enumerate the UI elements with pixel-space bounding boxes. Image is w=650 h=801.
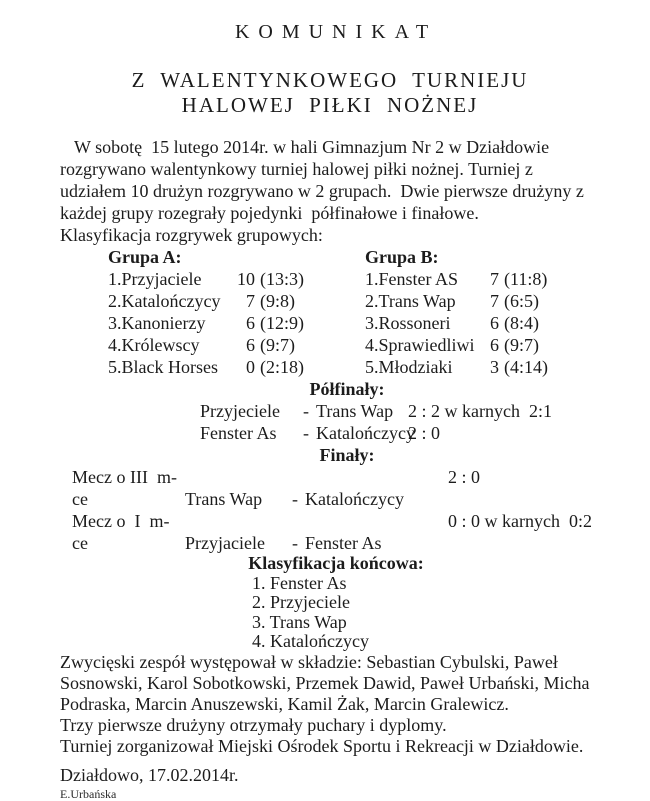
match-home-team: Fenster As <box>200 423 277 443</box>
signature: E.Urbańska <box>60 786 117 801</box>
team-points: 0 <box>246 357 255 377</box>
group-a-table <box>108 246 365 378</box>
group-classification-heading: Klasyfikacja rozgrywek grupowych: <box>60 225 323 245</box>
match-separator: - <box>292 533 298 553</box>
komunikat-title: KOMUNIKAT <box>234 21 438 43</box>
match-separator: - <box>303 423 309 443</box>
team-points: 10 <box>237 269 255 289</box>
team-goal-balance: (8:4) <box>504 313 539 333</box>
match-score: 2 : 0 <box>408 423 441 443</box>
table-row <box>108 290 365 312</box>
team-points: 6 <box>246 335 255 355</box>
match-home-team: Przyjaciele <box>185 533 265 553</box>
team-name: 1.Fenster AS <box>365 269 459 289</box>
team-goal-balance: (6:5) <box>504 291 539 311</box>
semifinal-match-row <box>60 422 600 444</box>
match-score: 0 : 0 w karnych 0:2 <box>448 511 592 531</box>
table-row <box>365 290 595 312</box>
match-away-team: Fenster As <box>305 533 382 553</box>
organizer-line: Turniej zorganizował Miejski Ośrodek Sportu i Rekreacji w Działdowie. <box>60 735 584 756</box>
team-goal-balance: (13:3) <box>260 269 304 289</box>
team-goal-balance: (9:7) <box>504 335 539 355</box>
team-goal-balance: (11:8) <box>504 269 548 289</box>
team-name: 5.Black Horses <box>108 357 218 377</box>
match-separator: - <box>303 401 309 421</box>
semifinal-match-row <box>60 400 600 422</box>
team-name: 5.Młodziaki <box>365 357 453 377</box>
table-row <box>365 312 595 334</box>
team-points: 6 <box>490 313 499 333</box>
final-classification-item: 1. Fenster As <box>252 572 347 593</box>
final-match-row <box>60 466 600 510</box>
team-goal-balance: (4:14) <box>504 357 548 377</box>
team-name: 3.Rossoneri <box>365 313 451 333</box>
intro-paragraph: W sobotę 15 lutego 2014r. w hali Gimnazjum Nr 2 w Działdowie rozgrywano walentynkowy turniej halowej piłki nożnej. Turniej z udziałem 10 drużyn rozgrywano w 2 grupach. Dwie pierwsze drużyny z każdej grupy rozegrały pojedynki półfinałowe i finałowe. <box>60 137 589 223</box>
team-goal-balance: (9:7) <box>260 335 295 355</box>
document-subtitle <box>60 68 600 118</box>
final-classification-heading: Klasyfikacja końcowa: <box>248 553 424 573</box>
table-row <box>365 334 595 356</box>
table-row <box>108 334 365 356</box>
team-points: 6 <box>246 313 255 333</box>
match-home-team: Trans Wap <box>185 489 263 509</box>
team-points: 3 <box>490 357 499 377</box>
team-name: 3.Kanonierzy <box>108 313 206 333</box>
final-match-label: Mecz o I m-ce <box>72 511 170 553</box>
team-goal-balance: (9:8) <box>260 291 295 311</box>
semifinals-heading: Półfinały: <box>309 379 385 399</box>
final-classification-item: 2. Przyjeciele <box>252 592 350 612</box>
final-classification-section <box>60 554 600 652</box>
team-name: 1.Przyjaciele <box>108 269 202 289</box>
match-score: 2 : 0 <box>448 467 481 487</box>
team-goal-balance: (12:9) <box>260 313 304 333</box>
team-points: 7 <box>490 291 499 311</box>
final-classification-item: 4. Katalończycy <box>252 631 369 651</box>
table-row <box>365 356 595 378</box>
squad-paragraph: Zwycięski zespół występował w składzie: Sebastian Cybulski, Paweł Sosnowski, Karol Sobotkowski, Przemek Dawid, Paweł Urbański, Micha Podraska, Marcin Anuszewski, Kamil Żak, Marcin Gralewicz. <box>60 651 590 714</box>
team-name: 2.Katalończycy <box>108 291 221 311</box>
group-b-table <box>365 246 595 378</box>
team-name: 2.Trans Wap <box>365 291 456 311</box>
table-row <box>108 312 365 334</box>
groups-section <box>108 246 600 378</box>
match-home-team: Przyjeciele <box>200 401 280 421</box>
team-points: 7 <box>246 291 255 311</box>
match-away-team: Katalończycy <box>316 423 415 443</box>
team-goal-balance: (2:18) <box>260 357 304 377</box>
table-row <box>108 356 365 378</box>
team-points: 6 <box>490 335 499 355</box>
group-a-name: Grupa A: <box>108 247 182 267</box>
place-date: Działdowo, 17.02.2014r. <box>60 764 239 785</box>
final-match-label: Mecz o III m-ce <box>72 467 177 509</box>
match-separator: - <box>292 489 298 509</box>
final-match-row <box>60 510 600 554</box>
final-classification-item: 3. Trans Wap <box>252 611 347 632</box>
trophies-line: Trzy pierwsze drużyny otrzymały puchary i dyplomy. <box>60 714 447 735</box>
closing-section <box>60 652 600 801</box>
subtitle-line-1: Z WALENTYNKOWEGO TURNIEJU <box>131 68 529 92</box>
finals-heading: Finały: <box>319 445 375 465</box>
team-name: 4.Królewscy <box>108 335 200 355</box>
group-b-name: Grupa B: <box>365 247 439 267</box>
table-row <box>365 268 595 290</box>
match-away-team: Trans Wap <box>316 401 394 421</box>
match-score: 2 : 2 w karnych 2:1 <box>408 401 552 421</box>
team-name: 4.Sprawiedliwi <box>365 335 475 355</box>
table-row <box>108 268 365 290</box>
team-points: 7 <box>490 269 499 289</box>
subtitle-line-2: HALOWEJ PIŁKI NOŻNEJ <box>181 93 479 117</box>
match-away-team: Katalończycy <box>305 489 404 509</box>
